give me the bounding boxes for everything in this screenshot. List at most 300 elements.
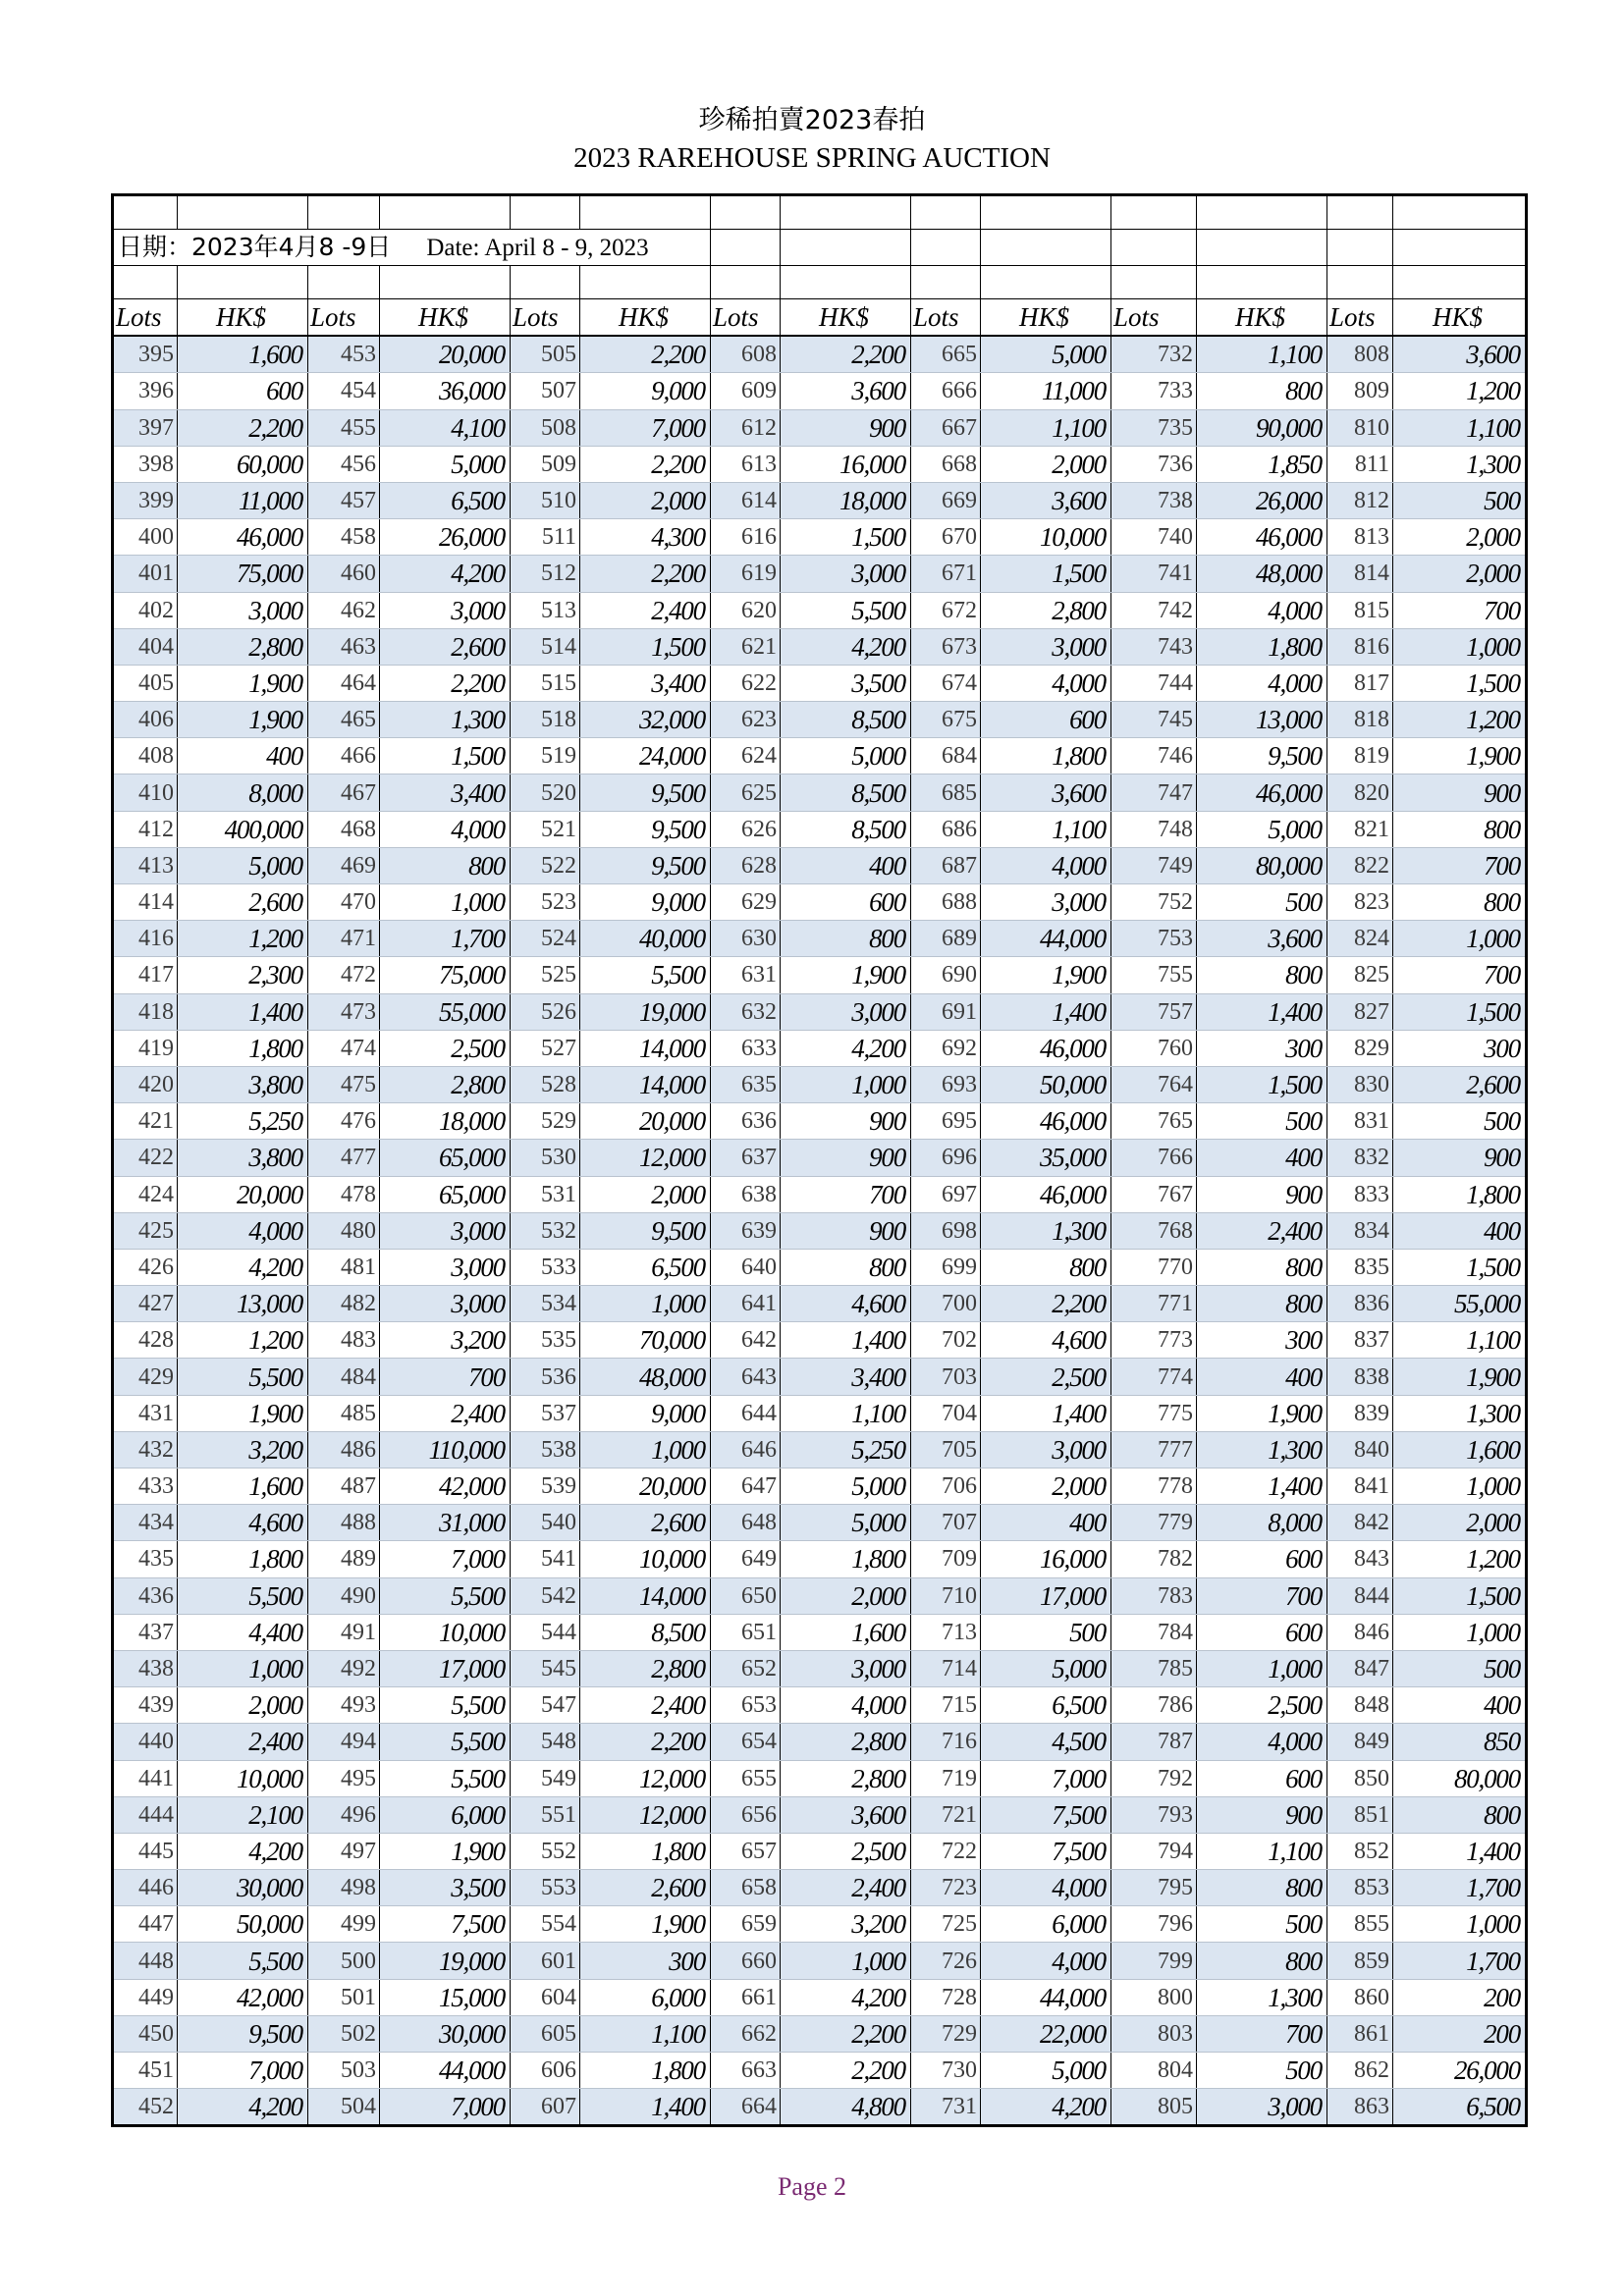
lot-number: 784	[1111, 1614, 1197, 1650]
hammer-price: 3,000	[781, 993, 911, 1030]
lot-number: 661	[711, 1979, 781, 2015]
hammer-price: 1,500	[781, 519, 911, 556]
hammer-price: 400	[781, 847, 911, 883]
hammer-price: 1,300	[380, 702, 511, 738]
hammer-price: 46,000	[1197, 519, 1327, 556]
hammer-price: 2,200	[178, 409, 308, 446]
lot-number: 441	[113, 1760, 178, 1796]
lot-number: 731	[911, 2089, 981, 2126]
hammer-price: 3,000	[981, 884, 1111, 921]
hammer-price: 10,000	[380, 1614, 511, 1650]
lot-number: 643	[711, 1359, 781, 1395]
lot-number: 460	[308, 556, 380, 592]
table-row	[113, 1796, 1527, 1833]
hammer-price: 5,000	[981, 336, 1111, 373]
hammer-price: 900	[1197, 1796, 1327, 1833]
table-row	[113, 1103, 1527, 1140]
lot-number: 482	[308, 1286, 380, 1322]
lot-number: 714	[911, 1650, 981, 1686]
lot-number: 834	[1327, 1212, 1393, 1249]
lot-number: 638	[711, 1176, 781, 1212]
hammer-price: 1,400	[781, 1322, 911, 1359]
hammer-price: 2,200	[580, 446, 711, 482]
lot-number: 480	[308, 1212, 380, 1249]
hammer-price: 2,400	[580, 1687, 711, 1724]
table-row	[113, 2053, 1527, 2089]
lot-number: 515	[511, 665, 580, 701]
lots-column-header: Lots	[1327, 299, 1393, 337]
lot-number: 547	[511, 1687, 580, 1724]
lot-number: 811	[1327, 446, 1393, 482]
lot-number: 696	[911, 1140, 981, 1176]
empty-cell	[711, 195, 781, 230]
hammer-price: 2,600	[580, 1870, 711, 1906]
lot-number: 839	[1327, 1395, 1393, 1431]
lot-number: 742	[1111, 592, 1197, 628]
lot-number: 497	[308, 1833, 380, 1869]
hammer-price: 5,000	[178, 847, 308, 883]
hammer-price: 14,000	[580, 1577, 711, 1614]
hammer-price: 300	[1393, 1030, 1527, 1066]
lot-number: 705	[911, 1431, 981, 1468]
hammer-price: 5,500	[380, 1687, 511, 1724]
lot-number: 669	[911, 482, 981, 518]
hammer-price: 5,000	[981, 2053, 1111, 2089]
lot-number: 693	[911, 1066, 981, 1102]
hammer-price: 2,200	[580, 1724, 711, 1760]
empty-cell	[711, 230, 781, 266]
lot-number: 671	[911, 556, 981, 592]
lot-number: 715	[911, 1687, 981, 1724]
hammer-price: 4,200	[380, 556, 511, 592]
lot-number: 656	[711, 1796, 781, 1833]
lot-number: 503	[308, 2053, 380, 2089]
lot-number: 541	[511, 1541, 580, 1577]
lot-number: 416	[113, 921, 178, 957]
hammer-price: 7,500	[981, 1796, 1111, 1833]
lot-number: 466	[308, 738, 380, 774]
hammer-price: 1,200	[1393, 702, 1527, 738]
table-row	[113, 1431, 1527, 1468]
hammer-price: 300	[1197, 1030, 1327, 1066]
table-row	[113, 1870, 1527, 1906]
lot-number: 844	[1327, 1577, 1393, 1614]
hammer-price: 1,300	[1393, 446, 1527, 482]
hammer-price: 1,800	[781, 1541, 911, 1577]
hammer-price: 4,200	[781, 1979, 911, 2015]
lot-number: 749	[1111, 847, 1197, 883]
hammer-price: 2,000	[1393, 519, 1527, 556]
hammer-price: 1,800	[178, 1030, 308, 1066]
lot-number: 456	[308, 446, 380, 482]
hammer-price: 500	[1197, 1103, 1327, 1140]
hammer-price: 26,000	[1393, 2053, 1527, 2089]
lot-number: 428	[113, 1322, 178, 1359]
lot-number: 832	[1327, 1140, 1393, 1176]
lot-number: 652	[711, 1650, 781, 1686]
hammer-price: 3,000	[380, 1212, 511, 1249]
hammer-price: 4,200	[981, 2089, 1111, 2126]
hammer-price: 44,000	[380, 2053, 511, 2089]
lots-column-header: Lots	[511, 299, 580, 337]
lot-number: 795	[1111, 1870, 1197, 1906]
lot-number: 462	[308, 592, 380, 628]
hammer-price: 700	[1393, 957, 1527, 993]
page-number: Page 2	[777, 2172, 847, 2201]
hammer-price: 1,400	[178, 993, 308, 1030]
hammer-price: 10,000	[178, 1760, 308, 1796]
lot-number: 721	[911, 1796, 981, 1833]
lot-number: 609	[711, 373, 781, 409]
lot-number: 608	[711, 336, 781, 373]
hammer-price: 1,800	[1197, 628, 1327, 665]
lot-number: 861	[1327, 2015, 1393, 2052]
hammer-price: 500	[1393, 1650, 1527, 1686]
price-column-header: HK$	[981, 299, 1111, 337]
lot-number: 653	[711, 1687, 781, 1724]
hammer-price: 3,600	[981, 482, 1111, 518]
hammer-price: 4,400	[178, 1614, 308, 1650]
hammer-price: 1,500	[1393, 993, 1527, 1030]
lot-number: 622	[711, 665, 781, 701]
hammer-price: 400,000	[178, 811, 308, 847]
lot-number: 860	[1327, 1979, 1393, 2015]
price-column-header: HK$	[1393, 299, 1527, 337]
lots-column-header: Lots	[711, 299, 781, 337]
lot-number: 804	[1111, 2053, 1197, 2089]
lot-number: 633	[711, 1030, 781, 1066]
lot-number: 687	[911, 847, 981, 883]
lot-number: 427	[113, 1286, 178, 1322]
hammer-price: 800	[1197, 1943, 1327, 1979]
hammer-price: 2,000	[981, 446, 1111, 482]
hammer-price: 40,000	[580, 921, 711, 957]
hammer-price: 8,500	[781, 774, 911, 811]
lot-number: 455	[308, 409, 380, 446]
empty-cell	[1327, 266, 1393, 299]
lots-column-header: Lots	[1111, 299, 1197, 337]
table-row	[113, 1833, 1527, 1869]
empty-cell	[178, 195, 308, 230]
lot-number: 675	[911, 702, 981, 738]
hammer-price: 46,000	[981, 1103, 1111, 1140]
table-row	[113, 1468, 1527, 1505]
hammer-price: 65,000	[380, 1140, 511, 1176]
lot-number: 736	[1111, 446, 1197, 482]
lot-number: 444	[113, 1796, 178, 1833]
hammer-price: 12,000	[580, 1140, 711, 1176]
hammer-price: 3,600	[1393, 336, 1527, 373]
lot-number: 792	[1111, 1760, 1197, 1796]
empty-cell	[981, 266, 1111, 299]
hammer-price: 4,000	[981, 665, 1111, 701]
table-row	[113, 1322, 1527, 1359]
lot-number: 690	[911, 957, 981, 993]
hammer-price: 1,600	[178, 1468, 308, 1505]
empty-cell	[911, 195, 981, 230]
lot-number: 431	[113, 1395, 178, 1431]
lot-number: 747	[1111, 774, 1197, 811]
lot-number: 626	[711, 811, 781, 847]
lot-number: 698	[911, 1212, 981, 1249]
hammer-price: 1,000	[580, 1286, 711, 1322]
lot-number: 655	[711, 1760, 781, 1796]
hammer-price: 46,000	[981, 1176, 1111, 1212]
table-row	[113, 482, 1527, 518]
hammer-price: 50,000	[178, 1906, 308, 1943]
lot-number: 502	[308, 2015, 380, 2052]
lot-number: 719	[911, 1760, 981, 1796]
hammer-price: 5,000	[781, 738, 911, 774]
hammer-price: 16,000	[981, 1541, 1111, 1577]
table-row	[113, 1505, 1527, 1541]
table-row	[113, 738, 1527, 774]
lot-number: 542	[511, 1577, 580, 1614]
hammer-price: 1,900	[178, 702, 308, 738]
lot-number: 837	[1327, 1322, 1393, 1359]
lot-number: 402	[113, 592, 178, 628]
hammer-price: 3,000	[781, 556, 911, 592]
hammer-price: 1,900	[1393, 1359, 1527, 1395]
lot-number: 549	[511, 1760, 580, 1796]
lot-number: 410	[113, 774, 178, 811]
lot-number: 496	[308, 1796, 380, 1833]
lot-number: 843	[1327, 1541, 1393, 1577]
hammer-price: 1,400	[981, 1395, 1111, 1431]
hammer-price: 500	[1393, 482, 1527, 518]
hammer-price: 55,000	[1393, 1286, 1527, 1322]
hammer-price: 7,000	[178, 2053, 308, 2089]
lot-number: 706	[911, 1468, 981, 1505]
hammer-price: 1,600	[178, 336, 308, 373]
lot-number: 440	[113, 1724, 178, 1760]
price-column-header: HK$	[178, 299, 308, 337]
hammer-price: 46,000	[981, 1030, 1111, 1066]
lot-number: 847	[1327, 1650, 1393, 1686]
lot-number: 465	[308, 702, 380, 738]
hammer-price: 4,200	[781, 1030, 911, 1066]
hammer-price: 6,500	[380, 482, 511, 518]
hammer-price: 19,000	[580, 993, 711, 1030]
hammer-price: 12,000	[580, 1760, 711, 1796]
hammer-price: 1,500	[1393, 665, 1527, 701]
hammer-price: 1,300	[1197, 1431, 1327, 1468]
empty-cell	[308, 195, 380, 230]
table-row	[113, 1724, 1527, 1760]
empty-cell	[981, 195, 1111, 230]
lot-number: 814	[1327, 556, 1393, 592]
hammer-price: 5,500	[178, 1577, 308, 1614]
hammer-price: 7,000	[981, 1760, 1111, 1796]
table-row	[113, 1760, 1527, 1796]
hammer-price: 600	[178, 373, 308, 409]
lot-number: 535	[511, 1322, 580, 1359]
table-row	[113, 2015, 1527, 2052]
hammer-price: 800	[380, 847, 511, 883]
hammer-price: 7,000	[580, 409, 711, 446]
lot-number: 495	[308, 1760, 380, 1796]
lot-number: 472	[308, 957, 380, 993]
hammer-price: 1,000	[1197, 1650, 1327, 1686]
hammer-price: 55,000	[380, 993, 511, 1030]
lot-number: 475	[308, 1066, 380, 1102]
lot-number: 522	[511, 847, 580, 883]
empty-cell	[380, 195, 511, 230]
hammer-price: 5,500	[380, 1760, 511, 1796]
empty-cell	[580, 195, 711, 230]
hammer-price: 9,500	[580, 811, 711, 847]
lot-number: 420	[113, 1066, 178, 1102]
lot-number: 450	[113, 2015, 178, 2052]
hammer-price: 3,400	[380, 774, 511, 811]
lot-number: 604	[511, 1979, 580, 2015]
hammer-price: 2,000	[981, 1468, 1111, 1505]
hammer-price: 3,000	[781, 1650, 911, 1686]
empty-cell	[1393, 195, 1527, 230]
hammer-price: 2,600	[1393, 1066, 1527, 1102]
lot-number: 485	[308, 1395, 380, 1431]
lot-number: 787	[1111, 1724, 1197, 1760]
empty-cell	[781, 266, 911, 299]
lot-number: 710	[911, 1577, 981, 1614]
lot-number: 507	[511, 373, 580, 409]
lot-number: 398	[113, 446, 178, 482]
lot-number: 523	[511, 884, 580, 921]
hammer-price: 44,000	[981, 1979, 1111, 2015]
hammer-price: 3,800	[178, 1066, 308, 1102]
hammer-price: 4,000	[1197, 592, 1327, 628]
lot-number: 842	[1327, 1505, 1393, 1541]
lot-number: 726	[911, 1943, 981, 1979]
lot-number: 418	[113, 993, 178, 1030]
column-header-row	[113, 299, 1527, 337]
hammer-price: 6,000	[380, 1796, 511, 1833]
hammer-price: 5,000	[380, 446, 511, 482]
hammer-price: 4,000	[981, 1870, 1111, 1906]
hammer-price: 5,000	[981, 1650, 1111, 1686]
lot-number: 499	[308, 1906, 380, 1943]
lot-number: 469	[308, 847, 380, 883]
hammer-price: 20,000	[580, 1468, 711, 1505]
empty-cell	[580, 266, 711, 299]
hammer-price: 10,000	[981, 519, 1111, 556]
lot-number: 709	[911, 1541, 981, 1577]
hammer-price: 600	[1197, 1541, 1327, 1577]
lot-number: 771	[1111, 1286, 1197, 1322]
table-row	[113, 702, 1527, 738]
lot-number: 422	[113, 1140, 178, 1176]
hammer-price: 1,000	[380, 884, 511, 921]
lot-number: 813	[1327, 519, 1393, 556]
lot-number: 785	[1111, 1650, 1197, 1686]
lot-number: 527	[511, 1030, 580, 1066]
hammer-price: 3,000	[178, 592, 308, 628]
hammer-price: 700	[1197, 1577, 1327, 1614]
hammer-price: 4,600	[981, 1322, 1111, 1359]
lot-number: 436	[113, 1577, 178, 1614]
hammer-price: 2,000	[580, 482, 711, 518]
lot-number: 528	[511, 1066, 580, 1102]
lot-number: 447	[113, 1906, 178, 1943]
hammer-price: 1,500	[1393, 1249, 1527, 1285]
lot-number: 474	[308, 1030, 380, 1066]
hammer-price: 1,700	[1393, 1943, 1527, 1979]
lot-number: 424	[113, 1176, 178, 1212]
empty-cell	[113, 195, 178, 230]
hammer-price: 2,400	[178, 1724, 308, 1760]
hammer-price: 46,000	[1197, 774, 1327, 811]
lot-number: 809	[1327, 373, 1393, 409]
hammer-price: 4,200	[178, 1249, 308, 1285]
lot-number: 397	[113, 409, 178, 446]
lot-number: 404	[113, 628, 178, 665]
empty-cell	[113, 266, 178, 299]
hammer-price: 3,600	[981, 774, 1111, 811]
date-chinese: 日期：2023年4月8 -9日	[118, 232, 392, 261]
hammer-price: 8,000	[1197, 1505, 1327, 1541]
empty-cell	[1327, 230, 1393, 266]
lot-number: 654	[711, 1724, 781, 1760]
hammer-price: 3,400	[781, 1359, 911, 1395]
table-row	[113, 1176, 1527, 1212]
hammer-price: 2,400	[380, 1395, 511, 1431]
hammer-price: 1,800	[580, 2053, 711, 2089]
hammer-price: 800	[1197, 1249, 1327, 1285]
hammer-price: 1,100	[1197, 336, 1327, 373]
hammer-price: 400	[1393, 1687, 1527, 1724]
hammer-price: 2,200	[580, 336, 711, 373]
page-header	[0, 101, 1624, 176]
lot-number: 855	[1327, 1906, 1393, 1943]
lot-number: 540	[511, 1505, 580, 1541]
lot-number: 647	[711, 1468, 781, 1505]
hammer-price: 5,000	[1197, 811, 1327, 847]
hammer-price: 4,200	[781, 628, 911, 665]
lot-number: 396	[113, 373, 178, 409]
empty-cell	[781, 195, 911, 230]
empty-cell	[1393, 230, 1527, 266]
hammer-price: 65,000	[380, 1176, 511, 1212]
hammer-price: 4,600	[178, 1505, 308, 1541]
hammer-price: 800	[1393, 811, 1527, 847]
table-row	[113, 1687, 1527, 1724]
hammer-price: 1,900	[781, 957, 911, 993]
empty-cell	[1393, 266, 1527, 299]
lot-number: 862	[1327, 2053, 1393, 2089]
lot-number: 822	[1327, 847, 1393, 883]
lot-number: 453	[308, 336, 380, 373]
lot-number: 743	[1111, 628, 1197, 665]
lot-number: 628	[711, 847, 781, 883]
title-english: 2023 RAREHOUSE SPRING AUCTION	[573, 142, 1051, 174]
hammer-price: 3,600	[1197, 921, 1327, 957]
hammer-price: 4,000	[981, 1943, 1111, 1979]
lot-number: 616	[711, 519, 781, 556]
hammer-price: 110,000	[380, 1431, 511, 1468]
hammer-price: 1,000	[1393, 1614, 1527, 1650]
hammer-price: 9,500	[580, 847, 711, 883]
table-row	[113, 1906, 1527, 1943]
hammer-price: 1,800	[580, 1833, 711, 1869]
hammer-price: 1,100	[981, 811, 1111, 847]
hammer-price: 26,000	[1197, 482, 1327, 518]
lot-number: 630	[711, 921, 781, 957]
hammer-price: 7,500	[380, 1906, 511, 1943]
hammer-price: 3,600	[781, 373, 911, 409]
hammer-price: 2,400	[1197, 1212, 1327, 1249]
lot-number: 827	[1327, 993, 1393, 1030]
table-row	[113, 957, 1527, 993]
